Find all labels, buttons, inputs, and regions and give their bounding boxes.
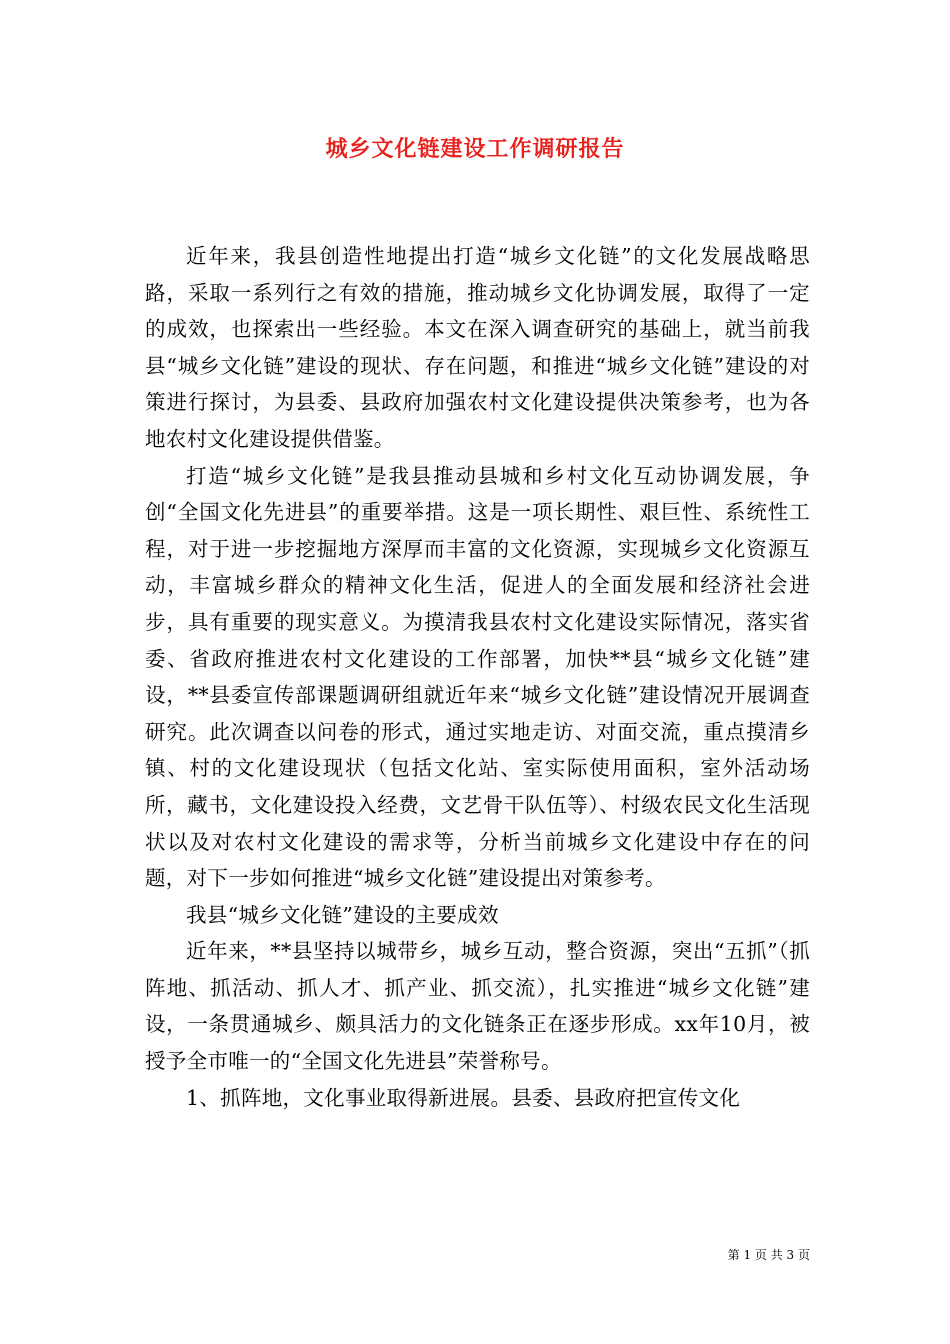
paragraph-point-1: 1、抓阵地，文化事业取得新进展。县委、县政府把宣传文化 (186, 1085, 741, 1110)
section-heading-achievements: 我县“城乡文化链”建设的主要成效 (186, 902, 499, 927)
paragraph-intro: 近年来，我县创造性地提出打造“城乡文化链”的文化发展战略思路，采取一系列行之有效的措施，推动城乡文化协调发展，取得了一定的成效，也探索出一些经验。本文在深入调查研究的基础上，就当前我县“城乡文化链”建设的现状、存在问题，和推进“城乡文化链”建设的对策进行探讨，为县委、县政府加强农村文化建设提供决策参考，也为各地农村文化建设提供借鉴。 (145, 244, 810, 451)
page-number: 第 1 页 共 3 页 (727, 1248, 810, 1262)
document-title: 城乡文化链建设工作调研报告 (325, 136, 625, 162)
paragraph-achievements: 近年来，**县坚持以城带乡，城乡互动，整合资源，突出“五抓”（抓阵地、抓活动、抓人才、抓产业、抓交流），扎实推进“城乡文化链”建设，一条贯通城乡、颇具活力的文化链条正在逐步形成。xx年10月，被授予全市唯一的“全国文化先进县”荣誉称号。 (145, 939, 810, 1074)
paragraph-background: 打造“城乡文化链”是我县推动县城和乡村文化互动协调发展，争创“全国文化先进县”的重要举措。这是一项长期性、艰巨性、系统性工程，对于进一步挖掘地方深厚而丰富的文化资源，实现城乡文化资源互动，丰富城乡群众的精神文化生活，促进人的全面发展和经济社会进步，具有重要的现实意义。为摸清我县农村文化建设实际情况，落实省委、省政府推进农村文化建设的工作部署，加快**县“城乡文化链”建设，**县委宣传部课题调研组就近年来“城乡文化链”建设情况开展调查研究。此次调查以问卷的形式，通过实地走访、对面交流，重点摸清乡镇、村的文化建设现状（包括文化站、室实际使用面积，室外活动场所，藏书，文化建设投入经费，文艺骨干队伍等）、村级农民文化生活现状以及对农村文化建设的需求等，分析当前城乡文化建设中存在的问题，对下一步如何推进“城乡文化链”建设提出对策参考。 (145, 463, 810, 891)
document-body (145, 238, 810, 1116)
